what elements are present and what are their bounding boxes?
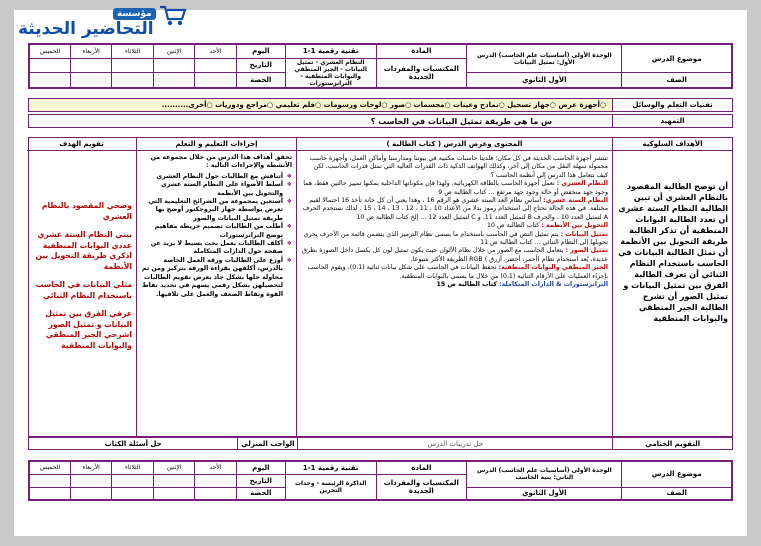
day-label-2: اليوم <box>236 461 285 474</box>
procedure-item: ❖ أتناقش مع الطالبات حول النظام العشري <box>141 173 292 181</box>
content-column <box>296 138 612 436</box>
next-lesson-header <box>28 460 733 501</box>
logo-subtitle: مؤسسة <box>113 8 156 20</box>
heading-transistors: الترانزستورات & الدارات المتكاملة: <box>499 281 608 289</box>
period-cell-2-2 <box>153 487 194 500</box>
period-cell-2 <box>153 73 194 88</box>
procedure-item: ❖ أسلط الأضواء على النظام الستة عشري والتحويل بين الأنظمة <box>141 181 292 198</box>
period-cell-2-4 <box>71 487 112 500</box>
day-tuesday-2: الثلاثاء <box>112 461 153 474</box>
period-cell-5 <box>29 73 71 88</box>
day-thursday: الخميس <box>29 44 71 58</box>
tools-value: ○أجهزة عرض ○جهاز تسجيل ○نماذج وعينات ○مجسمات ○صور ○لوحات ورسومات ○فلم تعليمي ○مراجع ودوريات ○أخرى.......... <box>161 101 606 109</box>
material-label-2: المادة <box>376 461 467 474</box>
date-cell-3 <box>112 58 153 73</box>
final-assessment-label: التقويم الختامي <box>612 438 732 449</box>
date-cell-2-4 <box>71 474 112 487</box>
heading-decimal: النظام العشري : <box>556 180 608 188</box>
procedure-item: ❖ أوزع على الطالبات ورقة العمل الخاصة بالدرس، أكلفهن بقراءة الورقة بتركيز ومن ثم محاولة حلها بشكل جاد بغرض تقويم الطالبات لتحصيلهن بشكل رقمي يسهم في تحديد نقاط القوة ونقاط الضعف والعمل على تلافيها. <box>141 257 292 299</box>
period-cell-2-5 <box>29 487 71 500</box>
procedures-header: إجراءات التعليم و التعلم <box>137 138 296 151</box>
vocabulary: النظام العشري - تمثيل البيانات - الجبر المنطقي والبوابات المنطقية - الترانزستورات <box>285 58 376 88</box>
date-cell-2-1 <box>195 474 236 487</box>
day-sunday: الأحد <box>195 44 236 58</box>
procedures-column <box>136 138 296 436</box>
day-wednesday-2: الأربعاء <box>71 461 112 474</box>
day-wednesday: الأربعاء <box>71 44 112 58</box>
day-thursday-2: الخميس <box>29 461 71 474</box>
content-images: يتعامل الحاسب مع الصور من خلال نظام الألوان حيث يكون تمثيل لون كل بكسل داخل الصورة بطرق عديدة، يُعد استخدام نظام (أحمر، أخضر، أزرق ) RGB الطريقة الأكثر شيوعا. <box>301 247 608 263</box>
evaluation-item: بيني النظام الستة عشري عددي البوابات المنطقية اذكري طريقة التحويل بين الأنظمة <box>35 230 132 271</box>
objectives-header: الأهداف السلوكية <box>613 138 732 151</box>
date-label-2: التاريخ <box>236 474 285 487</box>
evaluation-item: عرفي الفرق بين تمثيل البيانات و تمثيل الصور اشرحي الجبر المنطقي والبوابات المنطقية <box>45 309 132 350</box>
logo <box>18 4 188 44</box>
date-cell-1 <box>195 58 236 73</box>
intro-label: التمهيد <box>612 115 732 127</box>
date-cell-2 <box>153 58 194 73</box>
heading-logic: الجبر المنطقي والبوابات المنطقية: <box>498 264 608 272</box>
date-cell-2-5 <box>29 474 71 487</box>
tools-label: تقنيات التعلم والوسائل <box>612 99 732 111</box>
content-data-representation: يتم تمثيل النص في الحاسب باستخدام ما يسمى نظام الترميز الذي يتضمن قائمة من الأحرف يجري تحويلها إلى النظام الثنائي ... كتاب الطالبة ص 11 <box>303 230 608 247</box>
date-cell-2-3 <box>112 474 153 487</box>
content-transistors: كتاب الطالبة ص 15 <box>436 281 498 289</box>
course-name: تقنية رقمية 1-1 <box>285 44 376 58</box>
period-cell-2-1 <box>195 487 236 500</box>
grade-label: الصف <box>622 73 732 88</box>
logo-title: التحاضير الحديثة <box>18 19 154 39</box>
heading-data-representation: تمثيل البيانات : <box>560 230 608 238</box>
content-hex: أساس نظام العد الستة عشري هو الرقم 16 ، وهذا يعني أن كل خانة تأخذ 16 احتمالا لقيم مختلفة. في هذه الحالة نحتاج إلى استخدام رموز بدلا من الأعداد 10 ، 11 ، 12 ، 13 ، 14 ، 15 . لذلك نستخدم الحرف A لتمثيل العدد 10 ، والحرف B لتمثيل العدد 11، و C لتمثيل العدد 12 ... إلخ كتاب الطالبة ص 10 <box>302 197 608 221</box>
objectives-column <box>612 138 732 436</box>
lesson-title: الوحدة الأولى (أساسيات علم الحاسب) الدرس الأول: تمثيل البيانات <box>467 44 622 73</box>
date-cell-4 <box>71 58 112 73</box>
content-intro: تنتشر أجهزة الحاسب الحديثة في كل مكان؛ فلدينا حاسبات مكتبية في بيوتنا ومدارسنا وأماكن العمل، وأجهزة حاسب محمولة سهلة النقل من مكان إلى آخر، وكذلك الهواتف الذكية ذات القدرات العالية التي تمثل قدرات الحاسب، لكن كيف تتعامل هذا الدرس إلى أنظمة الحاسب ؟ <box>309 155 608 179</box>
intro-question: س ما هي طريقة تمثيل البيانات في الحاسب ؟ <box>370 116 552 126</box>
tools-row <box>28 98 733 112</box>
content-logic: تحفظ البيانات في الحاسب على شكل بيانات ثنائية (0،1)، ويقوم الحاسب بإجراء العمليات على الأرقام الثنائية (0،1) من خلال ما يسمى بالبوابات المنطقية. <box>307 264 608 280</box>
date-cell-2-2 <box>153 474 194 487</box>
date-label: التاريخ <box>236 58 285 73</box>
evaluation-list <box>27 151 136 351</box>
subject-label: موضوع الدرس <box>622 44 732 73</box>
procedure-item: ❖ أستعين بمجموعة من الشرائح التعليمية التي تعرض بواسطة جهاز البروجكتور أوضح بها طريقة تمثيل البيانات والصور <box>141 198 292 223</box>
content-header: المحتوى وعرض الدرس ( كتاب الطالبة ) <box>297 138 612 151</box>
acquisitions-label: المكتسبات والمفردات الجديدة <box>376 58 467 88</box>
day-monday: الإثنين <box>153 44 194 58</box>
grade-label-2: الصف <box>622 487 732 500</box>
content-conversion: كتاب الطالبة ص 10 <box>487 222 540 230</box>
acquisitions-label-2: المكتسبات والمفردات الجديدة <box>376 474 467 500</box>
day-tuesday: الثلاثاء <box>112 44 153 58</box>
cart-icon <box>158 4 188 28</box>
grade-value: الأول الثانوي <box>467 73 622 88</box>
evaluation-header: تقويم الهدف <box>27 138 136 151</box>
heading-conversion: التحويل بين الأنظمة : <box>541 222 608 230</box>
heading-hex: النظام الستة عشري: <box>543 197 608 205</box>
homework-label: الواجب المنزلي <box>237 438 297 449</box>
final-assessment-row <box>28 437 733 450</box>
final-assessment-value: حل تدريبات الدرس <box>297 438 612 449</box>
evaluation-item: مثلي البيانات في الحاسب باستخدام النظام الثنائي <box>35 280 132 300</box>
lesson-header <box>28 43 733 89</box>
lesson-title-2: الوحدة الأولى (أساسيات علم الحاسب) الدرس الثاني: بنية الحاسب <box>467 461 622 487</box>
procedures-intro: تحقق أهداف هذا الدرس من خلال مجموعة من الأنشطة والإجراءات التالية : <box>150 154 292 170</box>
vocabulary-2: الذاكرة الرئيسة - وحدات التخزين <box>285 474 376 500</box>
subject-label-2: موضوع الدرس <box>622 461 732 487</box>
day-sunday-2: الأحد <box>195 461 236 474</box>
heading-images: تمثيل الصور : <box>565 247 608 255</box>
objectives-text: أن توضح الطالبة المقصود بالنظام العشري أن تبين الطالبة النظام الستة عشري أن تعدد الطالبة البوابات المنطقية أن تذكر الطالبة طريقة التحويل بين الأنظمة أن تمثل الطالبة البيانات في الحاسب باستخدام النظام الثنائي أن تعرف الطالبة الفرق بين تمثيل البيانات و تمثيل الصور أن تشرح الطالبة الجبر المنطقي والبوابات المنطقية <box>618 182 728 323</box>
intro-row <box>28 114 733 128</box>
period-cell-3 <box>112 73 153 88</box>
day-label: اليوم <box>236 44 285 58</box>
period-cell-4 <box>71 73 112 88</box>
period-label-2: الحصة <box>236 487 285 500</box>
material-label: المادة <box>376 44 467 58</box>
procedures-list <box>137 151 296 299</box>
content-decimal: تعمل أجهزة الحاسب بالطاقة الكهربائية، ولهذا فإن مكوناتها الداخلية يمكنها تمييز حالتين فقط، هما وجود جهد منخفض أو حالة وجود جهد مرتفع ... كتاب الطالبة ص 9 <box>303 180 608 196</box>
evaluation-item: وضحي المقصود بالنظام العشري <box>41 201 132 221</box>
content-text <box>297 151 612 290</box>
homework-value: حل أسئلة الكتاب <box>104 439 162 448</box>
period-cell-1 <box>195 73 236 88</box>
date-cell-5 <box>29 58 71 73</box>
procedure-item: ❖ أطلب من الطالبات تصميم خريطة مفاهيم توضح الترانزستورات <box>141 223 292 240</box>
period-label: الحصة <box>236 73 285 88</box>
procedure-item: ❖ أكلف الطالبات بعمل بحث بسيط لا يزيد عن صفحة حول الدارات المتكاملة <box>141 240 292 257</box>
period-cell-2-3 <box>112 487 153 500</box>
course-name-2: تقنية رقمية 1-1 <box>285 461 376 474</box>
lesson-body <box>28 137 733 437</box>
grade-value-2: الأول الثانوي <box>467 487 622 500</box>
day-monday-2: الإثنين <box>153 461 194 474</box>
evaluation-column <box>27 138 136 436</box>
